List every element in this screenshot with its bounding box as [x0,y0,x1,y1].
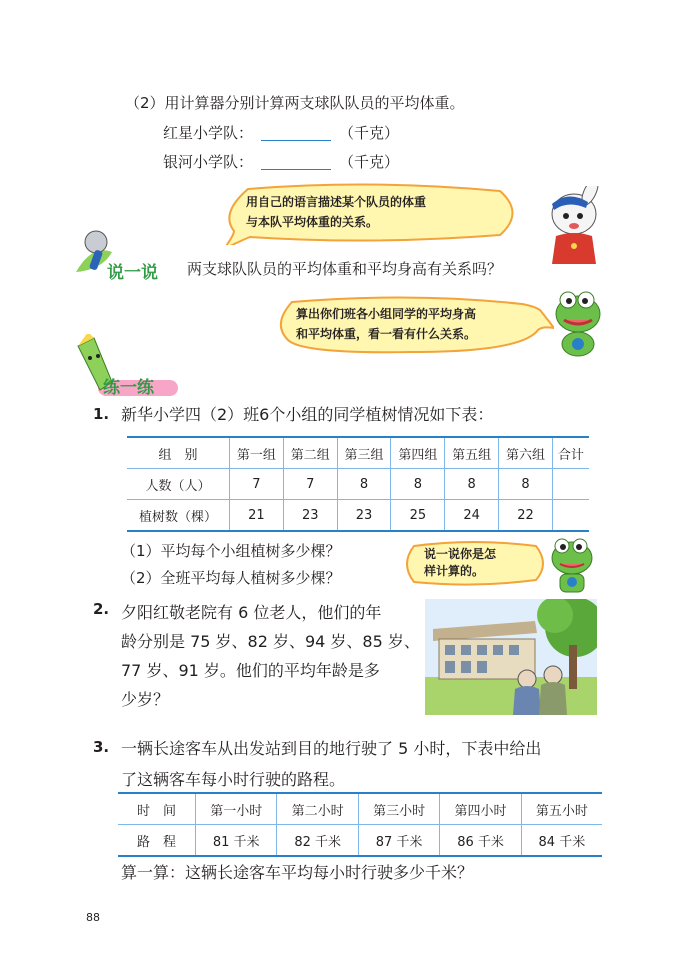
talk-badge: 说一说 [107,263,158,283]
planting-table [127,436,589,532]
table-cell: 人数（人） [145,478,211,494]
exercise-2-number: 2. [93,600,110,618]
table-cell: 82 千米 [277,825,358,856]
unit-label-1: （千克） [339,124,400,142]
rabbit-mascot-icon [538,186,608,266]
bubble-3-text: 说一说你是怎 样计算的。 [424,547,497,578]
table-cell: 8 [499,469,553,500]
table-header-row [127,438,589,469]
table-header-cell: 组 别 [158,447,198,463]
table-cell: 25 [391,500,445,531]
bubble-1-text: 用自己的语言描述某个队员的体重 与本队平均体重的关系。 [246,195,427,229]
table-header-cell: 时 间 [136,803,176,819]
exercise-2-text: 夕阳红敬老院有 6 位老人，他们的年 龄分别是 75 岁、82 岁、94 岁、85 岁、 77 岁、91 岁。他们的平均年龄是多 少岁？ [121,603,420,709]
exercise-1-text: 新华小学四（2）班6个小组的同学植树情况如下表： [121,405,494,424]
table-header-cell: 第一组 [230,438,284,469]
team2-row [163,152,399,172]
practice-badge: 练一练 [103,378,154,398]
table-row [118,825,602,856]
table-cell: 路 程 [136,834,176,850]
table-header-cell: 第一小时 [196,794,277,825]
table-cell: 81 千米 [196,825,277,856]
table-header-cell: 合计 [552,438,589,469]
question-2-prompt: （2）用计算器分别计算两支球队队员的平均体重。 [125,94,465,112]
frog-mascot-2-icon [546,536,598,596]
table-header-cell: 第三组 [337,438,391,469]
table-cell: 87 千米 [358,825,439,856]
table-cell: 8 [445,469,499,500]
page-number: 88 [86,911,100,924]
exercise-1-sub2: （2）全班平均每人植树多少棵？ [121,569,341,587]
exercise-1-sub1: （1）平均每个小组植树多少棵？ [121,542,341,560]
table-cell: 7 [230,469,284,500]
exercise-3-number: 3. [93,738,110,756]
table-row [127,500,589,531]
table-header-cell: 第二小时 [277,794,358,825]
bubble-2-text: 算出你们班各小组同学的平均身高 和平均体重，看一看有什么关系。 [296,307,477,341]
talk-question: 两支球队队员的平均体重和平均身高有关系吗？ [187,260,503,278]
table-cell: 24 [445,500,499,531]
table-header-row [118,794,602,825]
exercise-3-calc: 算一算：这辆长途客车平均每小时行驶多少千米？ [121,863,474,882]
table-header-cell: 第二组 [283,438,337,469]
table-cell [552,469,589,500]
table-cell: 7 [283,469,337,500]
table-header-cell: 第五组 [445,438,499,469]
table-header-cell: 第五小时 [521,794,602,825]
team1-row [163,123,399,143]
table-header-cell: 第三小时 [358,794,439,825]
table-header-cell: 第六组 [499,438,553,469]
table-header-cell: 第四组 [391,438,445,469]
table-cell: 22 [499,500,553,531]
nursing-home-illustration [425,599,597,715]
exercise-1-number: 1. [93,405,110,423]
answer-blank-1[interactable] [261,126,331,141]
table-header-cell: 第四小时 [440,794,521,825]
table-cell: 84 千米 [521,825,602,856]
distance-table [118,792,602,857]
table-cell: 86 千米 [440,825,521,856]
table-cell: 23 [283,500,337,531]
answer-blank-2[interactable] [261,155,331,170]
team1-label: 红星小学队： [163,124,254,142]
table-cell: 8 [337,469,391,500]
table-cell [552,500,589,531]
table-cell: 23 [337,500,391,531]
table-cell: 21 [230,500,284,531]
table-row [127,469,589,500]
exercise-3-text: 一辆长途客车从出发站到目的地行驶了 5 小时，下表中给出 了这辆客车每小时行驶的路程。 [121,739,542,789]
frog-mascot-icon [548,288,608,360]
unit-label-2: （千克） [339,153,400,171]
team2-label: 银河小学队： [163,153,254,171]
table-cell: 植树数（棵） [138,509,217,525]
table-cell: 8 [391,469,445,500]
